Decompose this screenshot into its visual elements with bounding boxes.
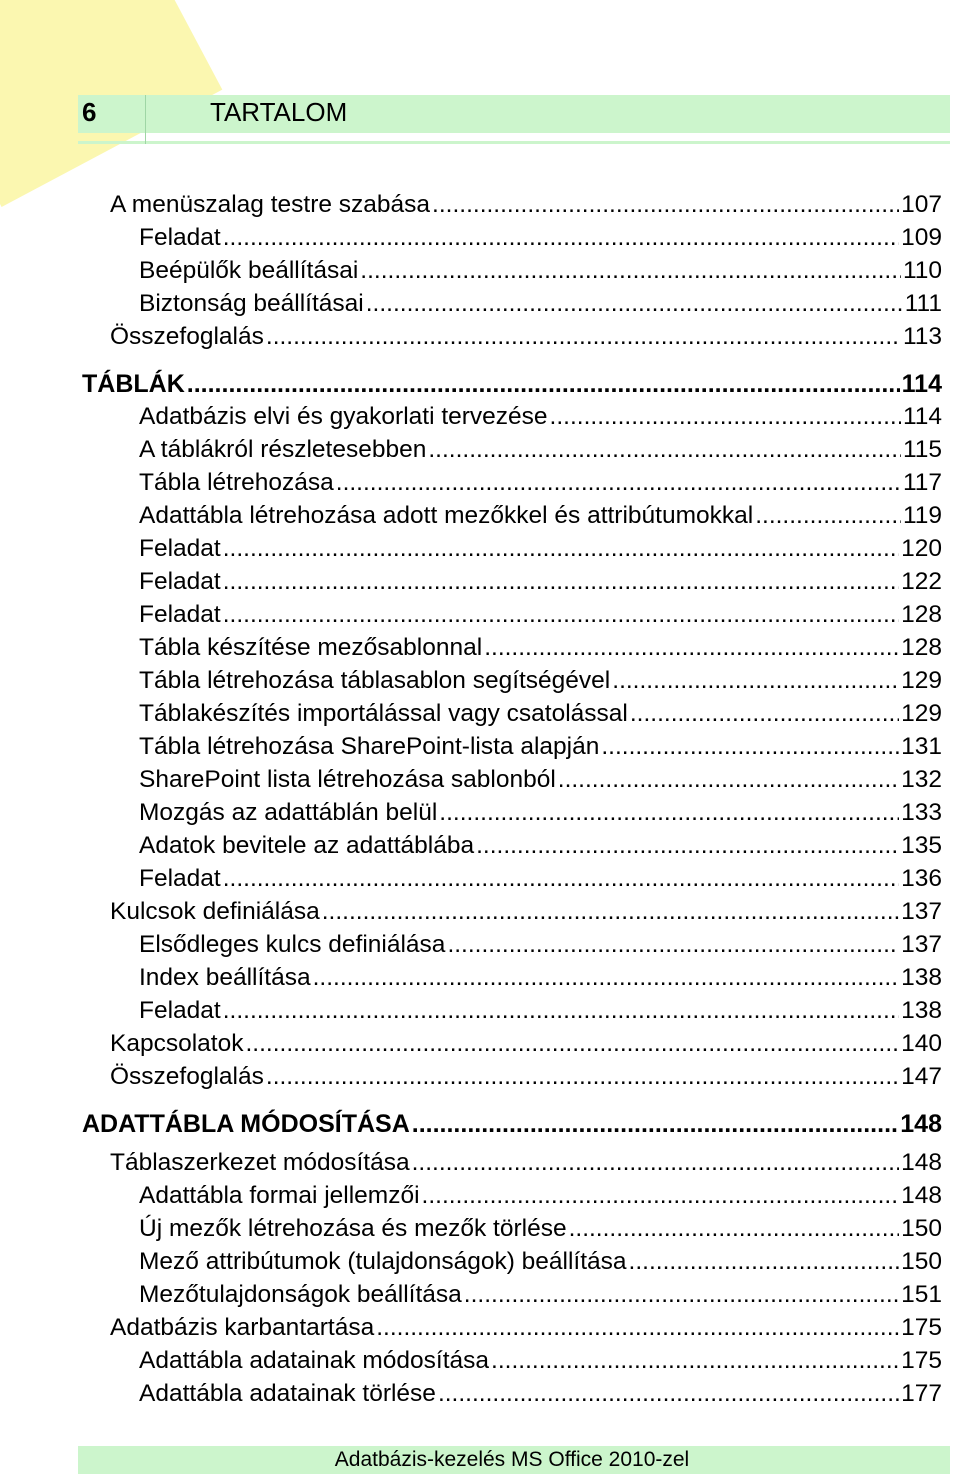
toc-entry-title: Elsődleges kulcs definiálása — [139, 931, 446, 958]
toc-dot-leader — [569, 1213, 900, 1245]
toc-entry-title: Tábla létrehozása SharePoint-lista alapján — [139, 733, 600, 760]
toc-entry-page: 117 — [902, 469, 942, 496]
toc-dot-leader — [464, 1279, 899, 1311]
toc-entry[interactable] — [139, 929, 942, 961]
toc-entry-title: Táblaszerkezet módosítása — [110, 1149, 410, 1176]
toc-dot-leader — [422, 1180, 900, 1212]
toc-entry[interactable] — [139, 632, 942, 664]
header-band — [78, 95, 950, 133]
toc-entry-page: 148 — [900, 1110, 942, 1138]
toc-entry-page: 129 — [901, 667, 942, 694]
toc-dot-leader — [223, 599, 899, 631]
toc-entry-page: 113 — [902, 323, 942, 350]
toc-entry-page: 107 — [901, 191, 942, 218]
toc-entry[interactable] — [139, 962, 942, 994]
toc-entry-title: A menüszalag testre szabása — [110, 191, 431, 218]
toc-entry-title: Feladat — [139, 568, 221, 595]
toc-entry[interactable] — [139, 1246, 942, 1278]
toc-dot-leader — [223, 533, 899, 565]
toc-entry-page: 137 — [901, 898, 942, 925]
toc-dot-leader — [187, 368, 900, 400]
toc-entry-title: Feladat — [139, 997, 221, 1024]
footer-text: Adatbázis-kezelés MS Office 2010-zel — [334, 1448, 690, 1471]
footer-band — [78, 1446, 950, 1474]
toc-entry[interactable] — [139, 222, 942, 254]
toc-entry[interactable] — [139, 863, 942, 895]
toc-dot-leader — [755, 500, 901, 532]
toc-entry[interactable] — [139, 1345, 942, 1377]
toc-entry-page: 131 — [901, 733, 942, 760]
toc-entry-title: ADATTÁBLA MÓDOSÍTÁSA — [82, 1110, 410, 1138]
toc-entry-title: Tábla létrehozása — [139, 469, 334, 496]
toc-dot-leader — [484, 632, 899, 664]
toc-entry[interactable] — [110, 1147, 942, 1179]
toc-entry-title: Összefoglalás — [110, 1063, 264, 1090]
toc-entry-page: 147 — [901, 1063, 942, 1090]
toc-entry[interactable] — [110, 189, 942, 221]
toc-entry-title: Kapcsolatok — [110, 1030, 244, 1057]
toc-entry-page: 136 — [901, 865, 942, 892]
toc-entry-page: 150 — [901, 1215, 942, 1242]
toc-entry[interactable] — [139, 434, 942, 466]
toc-entry-title: Összefoglalás — [110, 323, 264, 350]
toc-entry[interactable] — [139, 698, 942, 730]
toc-dot-leader — [376, 1312, 899, 1344]
toc-entry-page: 114 — [902, 403, 942, 430]
toc-entry-title: SharePoint lista létrehozása sablonból — [139, 766, 556, 793]
toc-entry-title: TÁBLÁK — [82, 370, 185, 398]
toc-entry[interactable] — [139, 764, 942, 796]
toc-dot-leader — [491, 1345, 899, 1377]
toc-dot-leader — [223, 863, 899, 895]
toc-entry-page: 114 — [901, 370, 942, 398]
toc-entry[interactable] — [139, 830, 942, 862]
toc-entry[interactable] — [139, 797, 942, 829]
toc-entry-page: 177 — [901, 1380, 942, 1407]
toc-entry[interactable] — [139, 566, 942, 598]
toc-entry-page: 135 — [901, 832, 942, 859]
toc-entry-page: 137 — [901, 931, 942, 958]
toc-entry-page: 175 — [901, 1347, 942, 1374]
toc-entry-title: Tábla készítése mezősablonnal — [139, 634, 483, 661]
toc-entry-page: 151 — [901, 1281, 942, 1308]
toc-entry[interactable] — [110, 896, 942, 928]
toc-entry-page: 111 — [904, 290, 942, 317]
toc-dot-leader — [428, 434, 901, 466]
toc-dot-leader — [550, 401, 901, 433]
toc-entry-page: 122 — [901, 568, 942, 595]
toc-entry-title: Index beállítása — [139, 964, 311, 991]
toc-entry-title: Adatok bevitele az adattáblába — [139, 832, 475, 859]
toc-entry-page: 175 — [901, 1314, 942, 1341]
toc-dot-leader — [223, 222, 899, 254]
toc-dot-leader — [322, 896, 899, 928]
toc-entry-page: 132 — [901, 766, 942, 793]
toc-entry-title: Mozgás az adattáblán belül — [139, 799, 438, 826]
toc-dot-leader — [336, 467, 901, 499]
toc-entry-title: Feladat — [139, 224, 221, 251]
toc-entry-title: Táblakészítés importálással vagy csatolással — [139, 700, 628, 727]
toc-dot-leader — [366, 288, 903, 320]
toc-dot-leader — [223, 566, 899, 598]
toc-dot-leader — [412, 1108, 899, 1140]
toc-entry-title: Adattábla létrehozása adott mezőkkel és attribútumokkal — [139, 502, 754, 529]
toc-entry[interactable] — [139, 995, 942, 1027]
header-divider — [145, 95, 146, 144]
toc-entry-title: Mezőtulajdonságok beállítása — [139, 1281, 462, 1308]
toc-entry[interactable] — [139, 599, 942, 631]
toc-entry[interactable] — [110, 1028, 942, 1060]
toc-dot-leader — [412, 1147, 900, 1179]
toc-entry[interactable] — [139, 1213, 942, 1245]
toc-dot-leader — [438, 1378, 899, 1410]
toc-dot-leader — [630, 698, 899, 730]
toc-dot-leader — [360, 255, 901, 287]
toc-entry-title: Feladat — [139, 535, 221, 562]
page-number: 6 — [82, 97, 97, 127]
page-title: TARTALOM — [210, 97, 348, 127]
toc-entry[interactable] — [110, 1312, 942, 1344]
toc-entry[interactable] — [139, 467, 942, 499]
toc-dot-leader — [629, 1246, 900, 1278]
toc-entry[interactable] — [139, 665, 942, 697]
toc-entry[interactable] — [139, 1180, 942, 1212]
toc-entry-page: 140 — [901, 1030, 942, 1057]
toc-entry-page: 128 — [901, 601, 942, 628]
toc-entry-page: 128 — [901, 634, 942, 661]
toc-entry-title: Adattábla formai jellemzői — [139, 1182, 420, 1209]
toc-entry-title: A táblákról részletesebben — [139, 436, 427, 463]
toc-entry-page: 109 — [901, 224, 942, 251]
toc-dot-leader — [476, 830, 899, 862]
toc-entry-title: Feladat — [139, 601, 221, 628]
toc-entry-title: Új mezők létrehozása és mezők törlése — [139, 1215, 567, 1242]
toc-entry[interactable] — [139, 401, 942, 433]
toc-entry[interactable] — [139, 1279, 942, 1311]
toc-dot-leader — [447, 929, 899, 961]
toc-entry-page: 138 — [901, 997, 942, 1024]
toc-entry[interactable] — [139, 500, 942, 532]
toc-entry-title: Adatbázis karbantartása — [110, 1314, 375, 1341]
toc-entry-page: 150 — [901, 1248, 942, 1275]
toc-chapter[interactable] — [82, 368, 942, 400]
toc-entry-page: 138 — [901, 964, 942, 991]
toc-entry-page: 148 — [901, 1182, 942, 1209]
toc-entry-title: Feladat — [139, 865, 221, 892]
toc-dot-leader — [558, 764, 899, 796]
toc-dot-leader — [245, 1028, 899, 1060]
toc-entry-title: Kulcsok definiálása — [110, 898, 320, 925]
toc-dot-leader — [223, 995, 899, 1027]
toc-dot-leader — [266, 321, 901, 353]
toc-entry-page: 110 — [902, 257, 942, 284]
toc-chapter[interactable] — [82, 1108, 942, 1140]
toc-dot-leader — [432, 189, 899, 221]
toc-entry-page: 115 — [902, 436, 942, 463]
toc-dot-leader — [439, 797, 899, 829]
toc-entry-title: Mező attribútumok (tulajdonságok) beállítása — [139, 1248, 627, 1275]
toc-entry[interactable] — [110, 321, 942, 353]
toc-entry[interactable] — [110, 1061, 942, 1093]
toc-dot-leader — [313, 962, 899, 994]
toc-entry-title: Adattábla adatainak törlése — [139, 1380, 436, 1407]
toc-dot-leader — [612, 665, 899, 697]
toc-entry-page: 129 — [901, 700, 942, 727]
toc-entry[interactable] — [139, 1378, 942, 1410]
toc-dot-leader — [266, 1061, 899, 1093]
toc-entry-page: 133 — [901, 799, 942, 826]
toc-entry-title: Biztonság beállításai — [139, 290, 364, 317]
toc-entry-title: Adattábla adatainak módosítása — [139, 1347, 490, 1374]
toc-entry-title: Tábla létrehozása táblasablon segítségével — [139, 667, 611, 694]
toc-dot-leader — [601, 731, 899, 763]
toc-entry-title: Adatbázis elvi és gyakorlati tervezése — [139, 403, 548, 430]
toc-entry-page: 148 — [901, 1149, 942, 1176]
toc-entry[interactable] — [139, 255, 942, 287]
toc-entry[interactable] — [139, 731, 942, 763]
toc-entry[interactable] — [139, 533, 942, 565]
toc-entry[interactable] — [139, 288, 942, 320]
header-rule — [78, 141, 950, 144]
toc-entry-page: 119 — [902, 502, 942, 529]
toc-entry-page: 120 — [901, 535, 942, 562]
toc-entry-title: Beépülők beállításai — [139, 257, 359, 284]
